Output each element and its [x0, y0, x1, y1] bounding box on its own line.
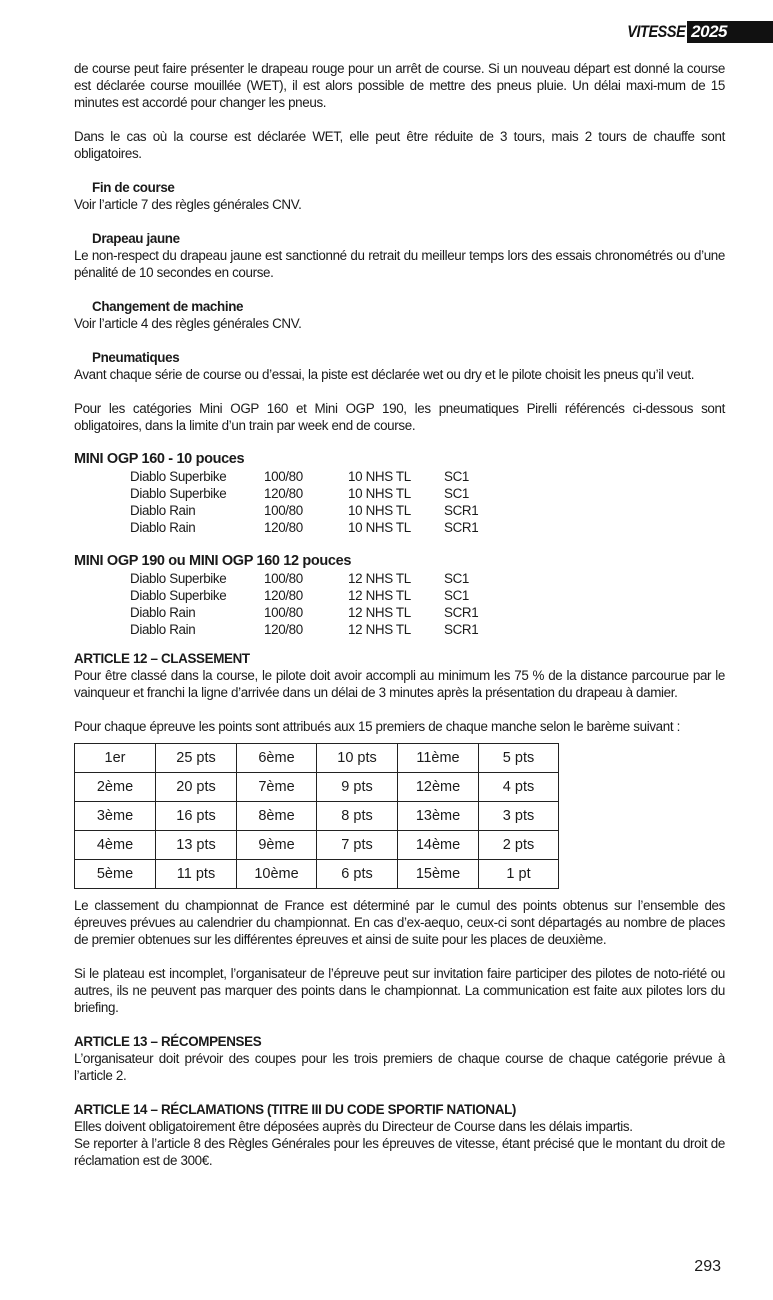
table-row	[75, 744, 559, 773]
tire-cell: Diablo Rain	[130, 622, 196, 637]
article-12-heading: ARTICLE 12 – CLASSEMENT	[74, 651, 250, 666]
paragraph: Pour être classé dans la course, le pilote doit avoir accompli au minimum les 75 % de la distance parcourue par le vainqueur et franchi la ligne d’arrivée dans un délai de 3 minutes après la présentation du drapeau à damier.	[74, 668, 725, 700]
table-row	[130, 468, 504, 485]
tire-cell: Diablo Superbike	[130, 469, 227, 484]
tire-cell: Diablo Superbike	[130, 486, 227, 501]
table-cell: 11ème	[398, 744, 479, 773]
tire-group	[74, 553, 725, 638]
points-table-wrapper	[74, 743, 725, 889]
table-cell: 15ème	[398, 860, 479, 889]
tire-group	[74, 451, 725, 536]
tire-cell: SC1	[444, 588, 469, 603]
table-cell: 10 pts	[317, 744, 398, 773]
table-cell: 5 pts	[479, 744, 559, 773]
tire-cell: 100/80	[264, 469, 303, 484]
tire-cell: 12 NHS TL	[348, 605, 411, 620]
table-cell: 6ème	[237, 744, 317, 773]
table-cell: 10ème	[237, 860, 317, 889]
paragraph: Elles doivent obligatoirement être déposées auprès du Directeur de Course dans les délais impartis.	[74, 1119, 633, 1134]
tire-table	[130, 570, 504, 638]
tire-cell: SC1	[444, 469, 469, 484]
table-cell: 7 pts	[317, 831, 398, 860]
paragraph: Pour les catégories Mini OGP 160 et Mini OGP 190, les pneumatiques Pirelli référencés ci-dessous sont obligatoires, dans la limite d’un train par week end de course.	[74, 401, 725, 433]
paragraph: de course peut faire présenter le drapeau rouge pour un arrêt de course. Si un nouveau départ est donné la course est déclarée course mouillée (WET), il est alors possible de mettre des pneus pluie. Un délai maxi-mum de 15 minutes est accordé pour changer les pneus.	[74, 61, 725, 110]
subheading-fin-de-course: Fin de course	[92, 180, 175, 195]
tire-cell: 10 NHS TL	[348, 520, 411, 535]
table-cell: 13ème	[398, 802, 479, 831]
tire-cell: SCR1	[444, 622, 479, 637]
table-cell: 16 pts	[156, 802, 237, 831]
table-cell: 9ème	[237, 831, 317, 860]
subheading-changement-machine: Changement de machine	[92, 299, 244, 314]
table-row	[130, 621, 504, 638]
table-row	[130, 570, 504, 587]
article-13-heading: ARTICLE 13 – RÉCOMPENSES	[74, 1034, 262, 1049]
table-cell: 8ème	[237, 802, 317, 831]
table-cell: 4ème	[75, 831, 156, 860]
tire-cell: 100/80	[264, 571, 303, 586]
tire-cell: Diablo Rain	[130, 605, 196, 620]
table-cell: 20 pts	[156, 773, 237, 802]
page-header	[617, 20, 773, 44]
paragraph: Voir l’article 4 des règles générales CNV.	[74, 316, 302, 331]
table-cell: 9 pts	[317, 773, 398, 802]
table-row	[130, 519, 504, 536]
tire-cell: 120/80	[264, 520, 303, 535]
tire-cell: 12 NHS TL	[348, 588, 411, 603]
paragraph: Voir l’article 7 des règles générales CNV.	[74, 197, 302, 212]
table-cell: 25 pts	[156, 744, 237, 773]
table-row	[130, 604, 504, 621]
paragraph: Pour chaque épreuve les points sont attribués aux 15 premiers de chaque manche selon le barème suivant :	[74, 719, 680, 734]
paragraph: Se reporter à l’article 8 des Règles Générales pour les épreuves de vitesse, étant précisé que le montant du droit de réclamation est de 300€.	[74, 1136, 725, 1168]
tire-cell: SCR1	[444, 520, 479, 535]
tire-cell: 12 NHS TL	[348, 571, 411, 586]
tire-cell: 10 NHS TL	[348, 486, 411, 501]
tire-cell: Diablo Superbike	[130, 571, 227, 586]
paragraph: Le non-respect du drapeau jaune est sanctionné du retrait du meilleur temps lors des essais chronométrés ou d’une pénalité de 10 secondes en course.	[74, 248, 725, 280]
table-cell: 6 pts	[317, 860, 398, 889]
tire-cell: 120/80	[264, 622, 303, 637]
page-number: 293	[694, 1258, 721, 1275]
paragraph: Dans le cas où la course est déclarée WET, elle peut être réduite de 3 tours, mais 2 tours de chauffe sont obligatoires.	[74, 129, 725, 161]
paragraph: L’organisateur doit prévoir des coupes pour les trois premiers de chaque course de chaque catégorie prévue à l’article 2.	[74, 1051, 725, 1083]
table-row	[130, 587, 504, 604]
table-row	[75, 802, 559, 831]
tire-cell: 120/80	[264, 486, 303, 501]
paragraph: Si le plateau est incomplet, l’organisateur de l’épreuve peut sur invitation faire participer des pilotes de noto-riété ou autres, ils ne peuvent pas marquer des points dans le championnat. La communication est faite aux pilotes lors du briefing.	[74, 966, 725, 1015]
table-cell: 1er	[75, 744, 156, 773]
tire-cell: SCR1	[444, 503, 479, 518]
subheading-pneumatiques: Pneumatiques	[92, 350, 180, 365]
table-cell: 4 pts	[479, 773, 559, 802]
tire-cell: 10 NHS TL	[348, 503, 411, 518]
tire-cell: 10 NHS TL	[348, 469, 411, 484]
tire-cell: Diablo Rain	[130, 520, 196, 535]
tire-cell: 12 NHS TL	[348, 622, 411, 637]
table-cell: 5ème	[75, 860, 156, 889]
tire-group-title: MINI OGP 190 ou MINI OGP 160 12 pouces	[74, 553, 352, 569]
tire-table	[130, 468, 504, 536]
table-cell: 11 pts	[156, 860, 237, 889]
tire-cell: 120/80	[264, 588, 303, 603]
tire-cell: Diablo Superbike	[130, 588, 227, 603]
table-row	[75, 773, 559, 802]
tire-cell: Diablo Rain	[130, 503, 196, 518]
table-cell: 3 pts	[479, 802, 559, 831]
tire-group-title: MINI OGP 160 - 10 pouces	[74, 451, 245, 467]
tire-cell: SC1	[444, 571, 469, 586]
table-cell: 1 pt	[479, 860, 559, 889]
tire-cell: 100/80	[264, 503, 303, 518]
table-row	[75, 831, 559, 860]
paragraph: Avant chaque série de course ou d’essai, la piste est déclarée wet ou dry et le pilote choisit les pneus qu’il veut.	[74, 367, 695, 382]
table-row	[130, 485, 504, 502]
table-cell: 3ème	[75, 802, 156, 831]
table-cell: 8 pts	[317, 802, 398, 831]
paragraph: Le classement du championnat de France est déterminé par le cumul des points obtenus sur l’ensemble des épreuves prévues au calendrier du championnat. En cas d’ex-aequo, ceux-ci sont départagés au nombre de places de premier obtenues sur les différentes épreuves et ainsi de suite pour les places de deuxième.	[74, 898, 725, 947]
tire-cell: SCR1	[444, 605, 479, 620]
header-year-badge: 2025	[687, 21, 773, 43]
points-table	[74, 743, 559, 889]
header-section-title: VITESSE	[627, 22, 686, 41]
table-row	[75, 860, 559, 889]
table-cell: 2ème	[75, 773, 156, 802]
table-cell: 13 pts	[156, 831, 237, 860]
tire-cell: SC1	[444, 486, 469, 501]
tire-cell: 100/80	[264, 605, 303, 620]
table-cell: 12ème	[398, 773, 479, 802]
document-body	[74, 60, 725, 1169]
subheading-drapeau-jaune: Drapeau jaune	[92, 231, 180, 246]
table-cell: 14ème	[398, 831, 479, 860]
table-cell: 2 pts	[479, 831, 559, 860]
article-14-heading: ARTICLE 14 – RÉCLAMATIONS (TITRE III DU CODE SPORTIF NATIONAL)	[74, 1102, 517, 1117]
table-cell: 7ème	[237, 773, 317, 802]
table-row	[130, 502, 504, 519]
